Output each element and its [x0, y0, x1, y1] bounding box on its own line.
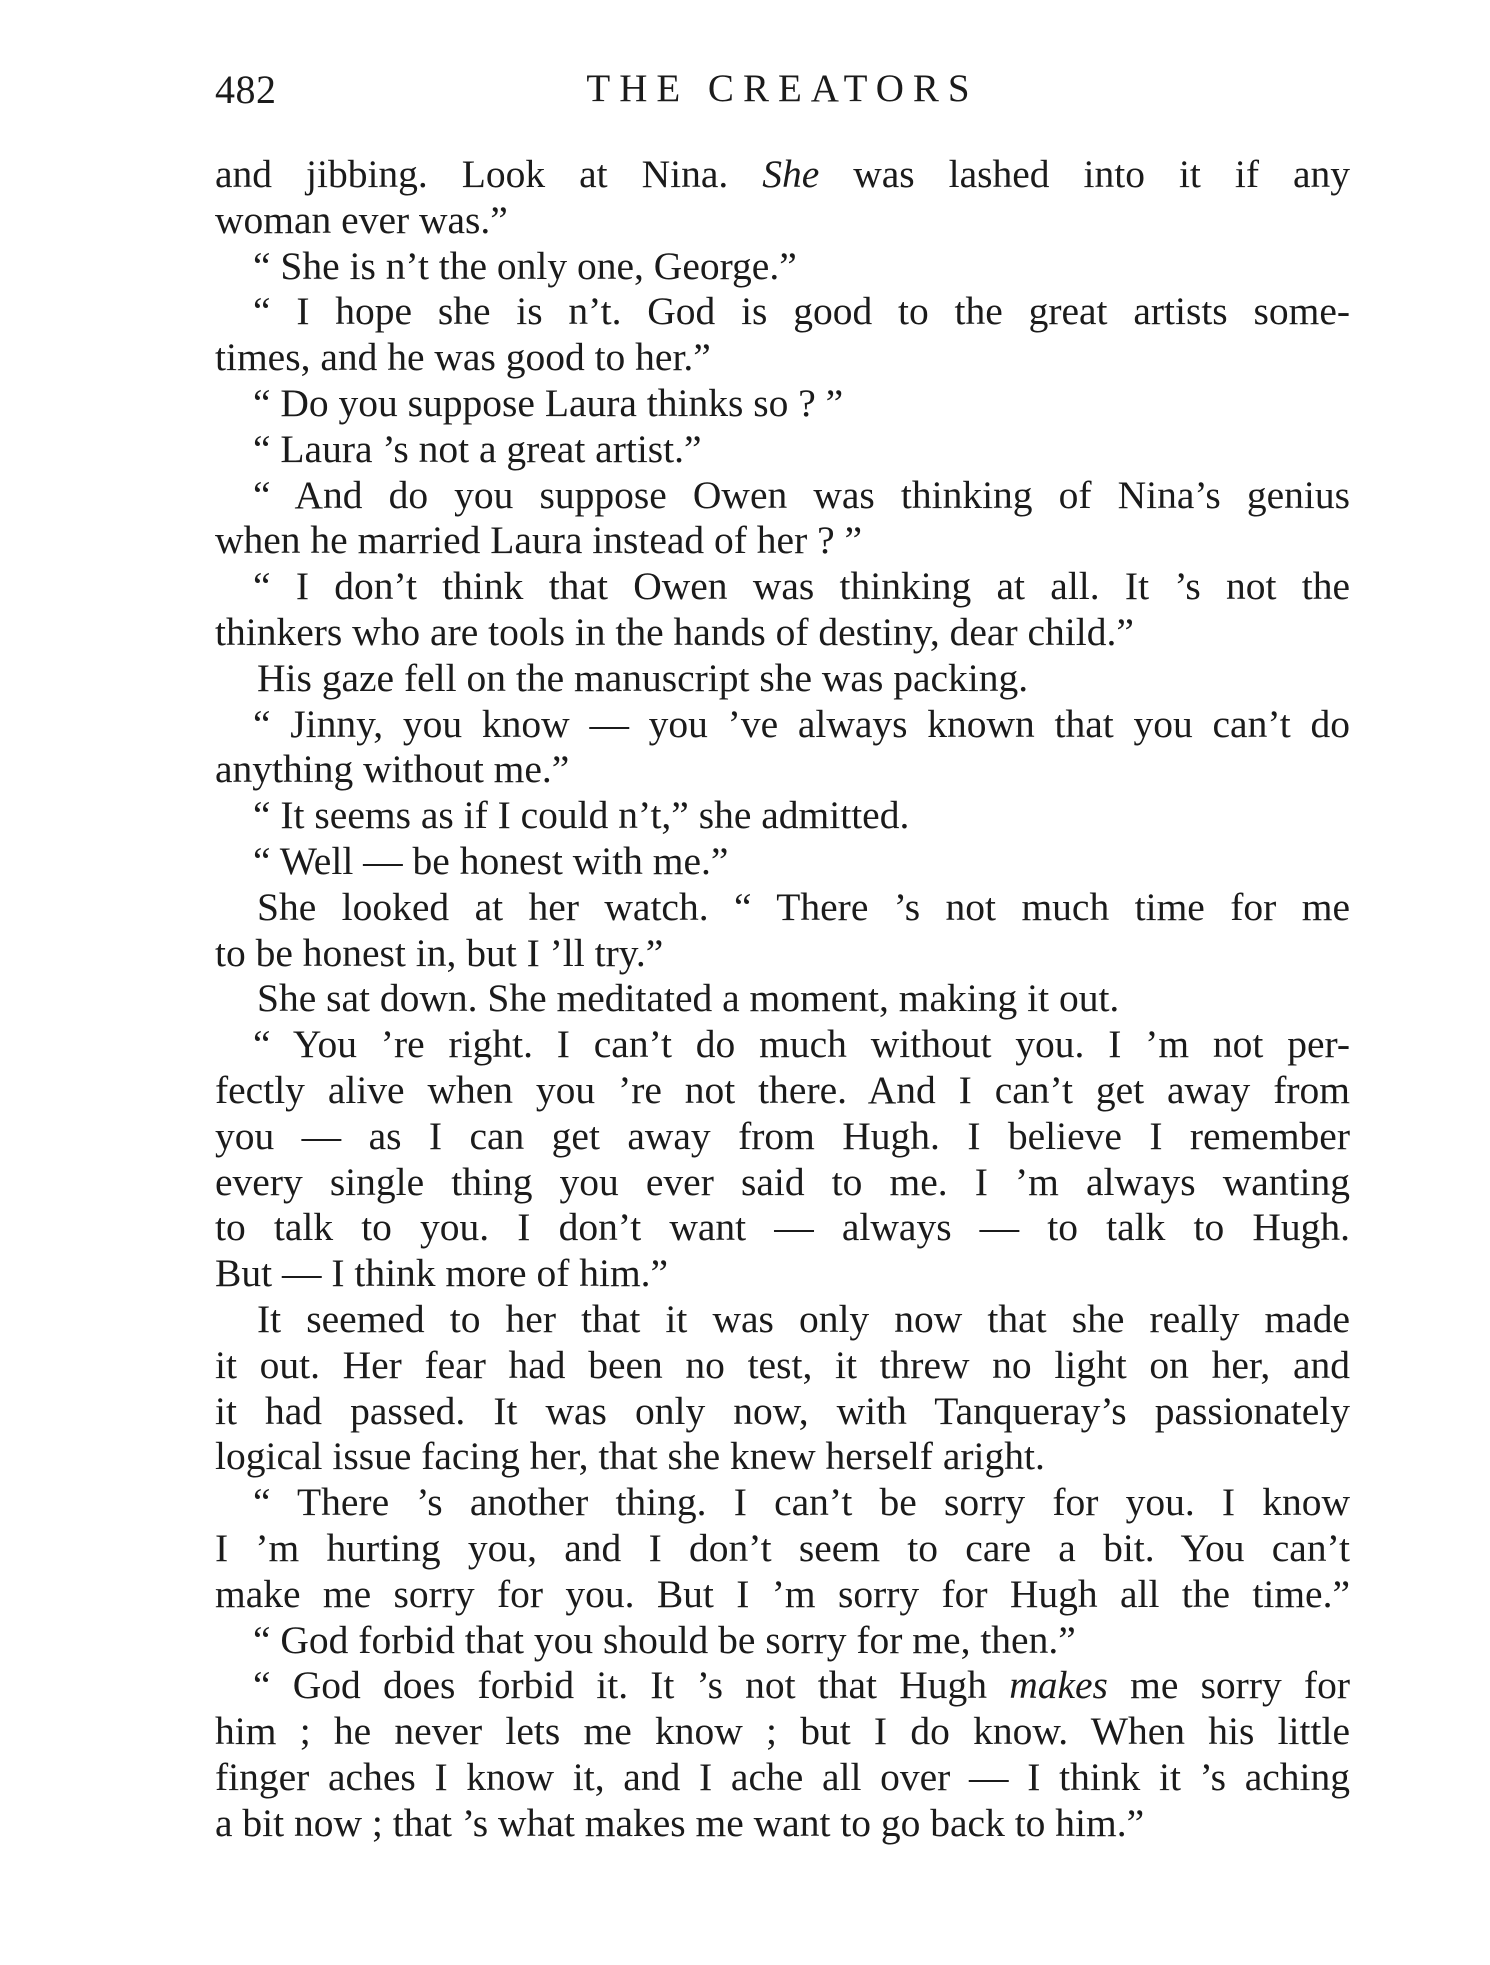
text-line-content: woman ever was.” — [215, 197, 508, 242]
text-line — [215, 198, 1350, 244]
text-line — [215, 1618, 1350, 1664]
text-line-content: “ Well — be honest with me.” — [253, 838, 729, 883]
text-line-content: She sat down. She meditated a moment, making it out. — [257, 976, 1120, 1021]
text-line-content: “ Jinny, you know — you ’ve always known that you can’t do — [253, 701, 1350, 746]
text-line — [215, 244, 1350, 290]
text-line-content: She looked at her watch. “ There ’s not much time for me — [257, 884, 1350, 929]
text-line — [215, 1205, 1350, 1251]
text-line — [215, 152, 1350, 198]
text-line — [215, 1068, 1350, 1114]
text-line-content: to be honest in, but I ’ll try.” — [215, 930, 664, 975]
text-line-content: when he married Laura instead of her ? ” — [215, 518, 863, 563]
text-line-content: every single thing you ever said to me. I ’m always wanting — [215, 1159, 1350, 1204]
running-head: THE CREATORS — [586, 67, 979, 110]
text-line-content: “ And do you suppose Owen was thinking of Nina’s genius — [253, 472, 1350, 517]
text-line-content: “ She is n’t the only one, George.” — [253, 243, 797, 288]
text-line — [215, 1526, 1350, 1572]
text-line — [215, 839, 1350, 885]
page-header — [215, 66, 1350, 126]
text-line-content: “ I hope she is n’t. God is good to the great artists some- — [253, 289, 1350, 334]
text-line-content: logical issue facing her, that she knew herself aright. — [215, 1434, 1045, 1479]
text-line — [215, 1297, 1350, 1343]
text-line-content: to talk to you. I don’t want — always — to talk to Hugh. — [215, 1205, 1350, 1250]
text-line — [215, 1434, 1350, 1480]
italic-emphasis: She — [762, 152, 820, 196]
text-line — [215, 381, 1350, 427]
text-line — [215, 1663, 1350, 1709]
text-line — [215, 976, 1350, 1022]
text-line-content: thinkers who are tools in the hands of destiny, dear child.” — [215, 609, 1134, 654]
text-line — [215, 1572, 1350, 1618]
text-line-content: him ; he never lets me know ; but I do know. When his little — [215, 1709, 1350, 1754]
text-line-content: times, and he was good to her.” — [215, 335, 711, 380]
text-line-content: I ’m hurting you, and I don’t seem to care a bit. You can’t — [215, 1525, 1350, 1570]
text-line — [215, 1343, 1350, 1389]
text-line — [215, 289, 1350, 335]
text-line-content-rest: was lashed into it if any — [819, 152, 1350, 196]
text-line — [215, 1389, 1350, 1435]
text-line — [215, 1251, 1350, 1297]
text-line — [215, 931, 1350, 977]
text-line — [215, 747, 1350, 793]
text-line-content: and jibbing. Look at Nina. — [215, 152, 763, 196]
text-line-content: “ You ’re right. I can’t do much without you. I ’m not per- — [253, 1022, 1350, 1067]
italic-emphasis: makes — [1009, 1663, 1108, 1708]
text-line — [215, 793, 1350, 839]
text-line — [215, 610, 1350, 656]
text-line — [215, 1022, 1350, 1068]
text-line-content: “ God does forbid it. It ’s not that Hugh — [253, 1663, 1010, 1708]
text-line — [215, 702, 1350, 748]
text-line — [215, 564, 1350, 610]
text-line-content: finger aches I know it, and I ache all over — I think it ’s aching — [215, 1754, 1350, 1799]
text-line — [215, 885, 1350, 931]
text-line-content: “ I don’t think that Owen was thinking at all. It ’s not the — [253, 564, 1350, 609]
text-line — [215, 1709, 1350, 1755]
text-line-content-rest: me sorry for — [1107, 1663, 1350, 1708]
text-line-content: a bit now ; that ’s what makes me want to go back to him.” — [215, 1800, 1145, 1845]
text-line — [215, 518, 1350, 564]
text-line-content: make me sorry for you. But I ’m sorry for Hugh all the time.” — [215, 1571, 1350, 1616]
text-line-content: you — as I can get away from Hugh. I believe I remember — [215, 1113, 1350, 1158]
text-line — [215, 1480, 1350, 1526]
text-line-content: anything without me.” — [215, 747, 570, 792]
text-line-content: “ It seems as if I could n’t,” she admitted. — [253, 793, 910, 838]
text-line-content: “ Laura ’s not a great artist.” — [253, 426, 702, 471]
text-line — [215, 1160, 1350, 1206]
text-line-content: “ Do you suppose Laura thinks so ? ” — [253, 380, 844, 425]
text-line-content: “ God forbid that you should be sorry for me, then.” — [253, 1617, 1076, 1662]
page-number: 482 — [215, 67, 277, 112]
text-line — [215, 473, 1350, 519]
text-line-content: it out. Her fear had been no test, it threw no light on her, and — [215, 1342, 1350, 1387]
text-line-content: it had passed. It was only now, with Tanqueray’s passionately — [215, 1388, 1350, 1433]
text-line — [215, 656, 1350, 702]
text-line — [215, 427, 1350, 473]
text-line-content: “ There ’s another thing. I can’t be sorry for you. I know — [253, 1480, 1350, 1525]
text-line-content: It seemed to her that it was only now that she really made — [257, 1296, 1350, 1341]
text-line — [215, 335, 1350, 381]
body-text — [215, 152, 1350, 1846]
text-line — [215, 1114, 1350, 1160]
text-line-content: His gaze fell on the manuscript she was packing. — [257, 655, 1029, 700]
text-line-content: But — I think more of him.” — [215, 1251, 669, 1296]
text-line — [215, 1801, 1350, 1847]
text-line — [215, 1755, 1350, 1801]
text-line-content: fectly alive when you ’re not there. And I can’t get away from — [215, 1067, 1350, 1112]
